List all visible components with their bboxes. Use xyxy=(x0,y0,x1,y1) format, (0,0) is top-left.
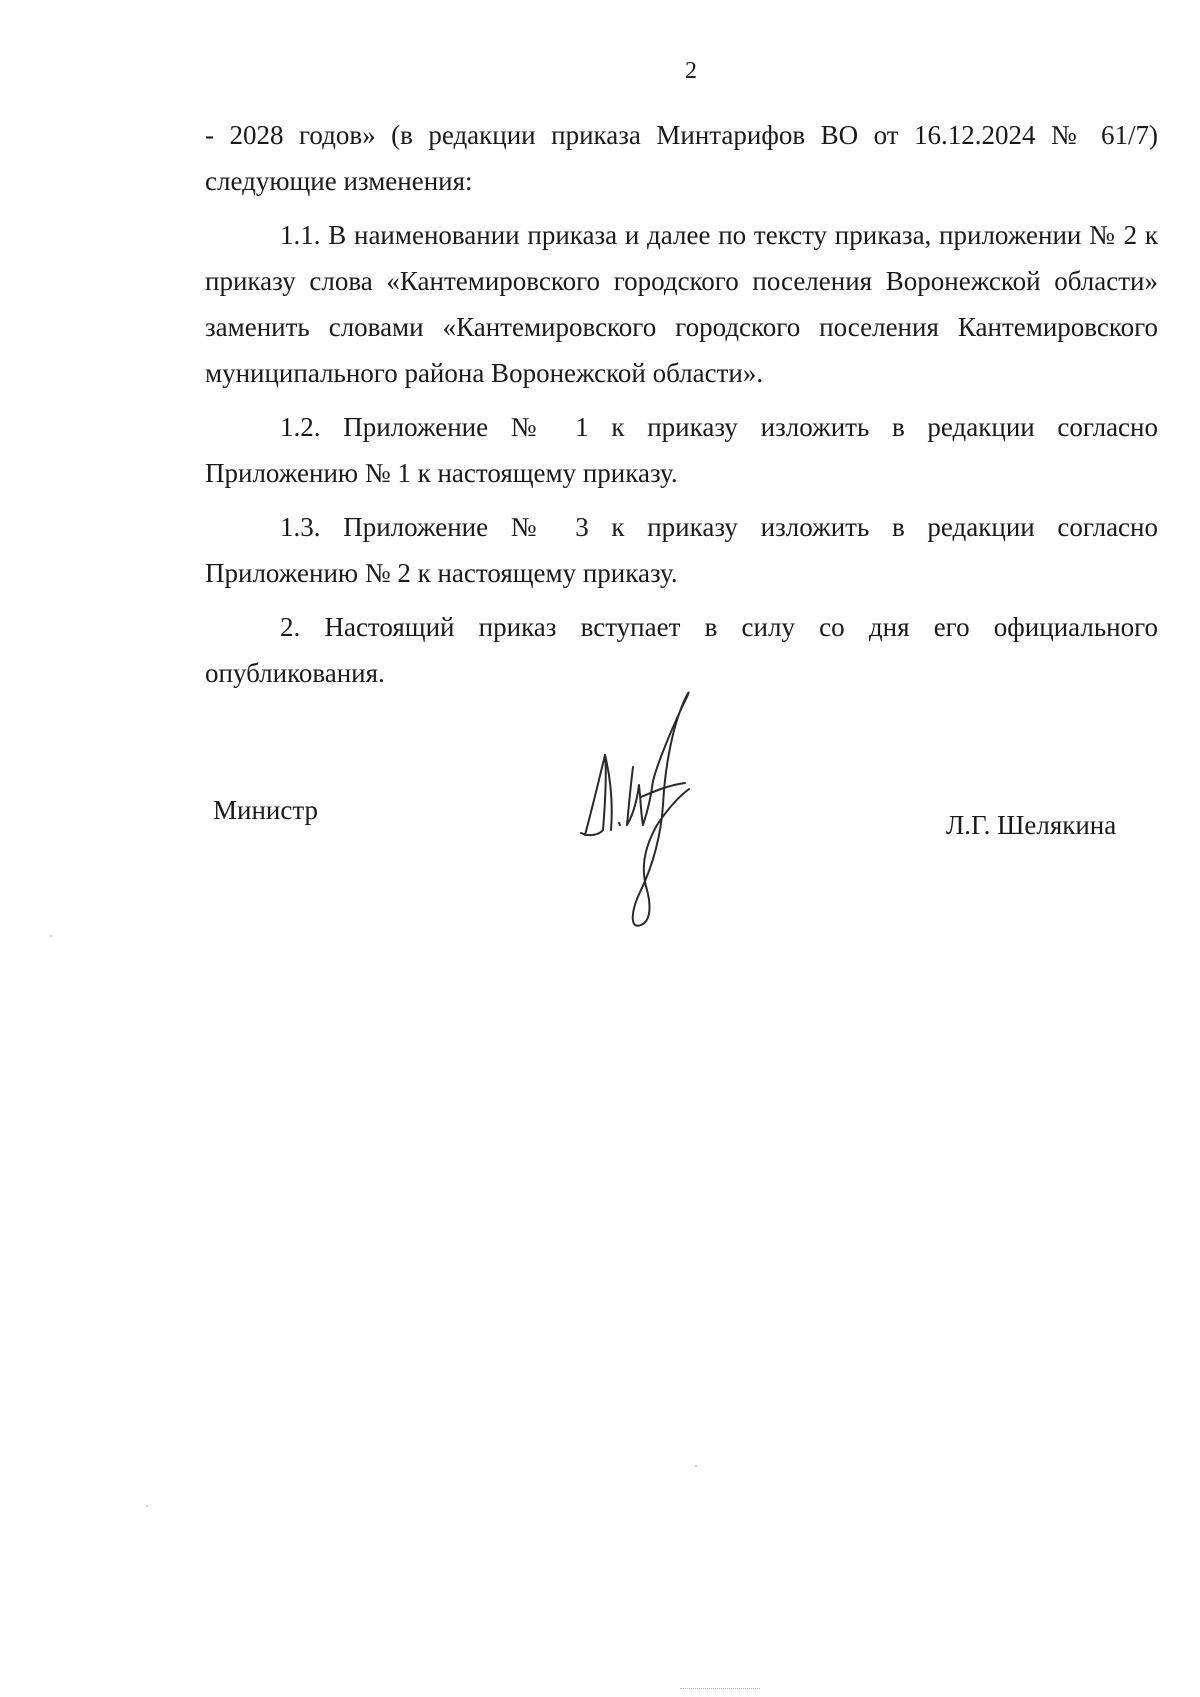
clause-1-2: 1.2. Приложение № 1 к приказу изложить в редакции согласно Приложению № 1 к настоящему приказу. xyxy=(205,412,1158,488)
scan-artifact xyxy=(146,1505,148,1507)
signer-name: Л.Г. Шелякина xyxy=(946,810,1117,840)
scan-artifact xyxy=(680,1688,760,1690)
handwritten-signature xyxy=(565,685,735,945)
page-number: 2 xyxy=(685,58,697,84)
scan-artifact xyxy=(50,935,52,937)
intro-paragraph: - 2028 годов» (в редакции приказа Минтарифов ВО от 16.12.2024 № 61/7) следующие изменения: xyxy=(205,120,1158,196)
clause-1-3: 1.3. Приложение № 3 к приказу изложить в редакции согласно Приложению № 2 к настоящему приказу. xyxy=(205,512,1158,588)
document-body xyxy=(205,112,1158,696)
clause-1-1: 1.1. В наименовании приказа и далее по тексту приказа, приложении № 2 к приказу слова «Кантемировского городского поселения Воронежской области» заменить словами «Кантемировского городского поселения Кантемировского муниципального района Воронежской области». xyxy=(205,220,1158,388)
clause-2: 2. Настоящий приказ вступает в силу со дня его официального опубликования. xyxy=(205,612,1158,688)
position-title: Министр xyxy=(213,795,318,825)
scan-artifact xyxy=(695,1465,697,1467)
